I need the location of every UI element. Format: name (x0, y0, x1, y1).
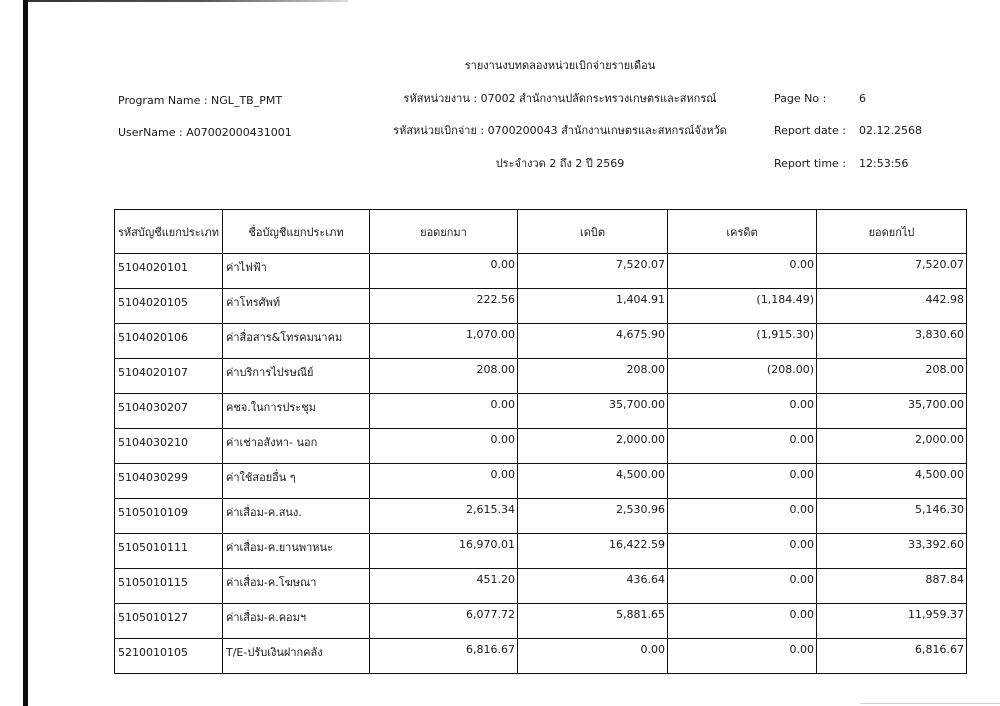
carried-forward-cell: 7,520.07 (817, 254, 967, 289)
account-name-cell: ค่าบริการไปรษณีย์ (223, 359, 370, 394)
account-code-cell: 5104020105 (115, 289, 223, 324)
page-no-value: 6 (859, 92, 866, 105)
debit-cell: 4,675.90 (518, 324, 668, 359)
brought-forward-cell: 6,077.72 (370, 604, 518, 639)
credit-cell: 0.00 (668, 534, 817, 569)
debit-cell: 7,520.07 (518, 254, 668, 289)
account-name-cell: T/E-ปรับเงินฝากคลัง (223, 639, 370, 674)
brought-forward-cell: 6,816.67 (370, 639, 518, 674)
brought-forward-cell: 0.00 (370, 464, 518, 499)
account-name-cell: ค่าใช้สอยอื่น ๆ (223, 464, 370, 499)
credit-cell: 0.00 (668, 569, 817, 604)
account-name-cell: ค่าไฟฟ้า (223, 254, 370, 289)
account-code-cell: 5104030210 (115, 429, 223, 464)
table-row (115, 569, 967, 604)
brought-forward-cell: 451.20 (370, 569, 518, 604)
account-code-cell: 5104020101 (115, 254, 223, 289)
agency-line: รหัสหน่วยงาน : 07002 สำนักงานปลัดกระทรวงเกษตรและสหกรณ์ (403, 92, 717, 105)
account-name-cell: ค่าเสื่อม-ค.โฆษณา (223, 569, 370, 604)
account-code-cell: 5104030299 (115, 464, 223, 499)
carried-forward-cell: 3,830.60 (817, 324, 967, 359)
debit-cell: 0.00 (518, 639, 668, 674)
credit-cell: 0.00 (668, 639, 817, 674)
table-row (115, 324, 967, 359)
table-row (115, 359, 967, 394)
disbursing-unit-line: รหัสหน่วยเบิกจ่าย : 0700200043 สำนักงานเกษตรและสหกรณ์จังหวัด (393, 124, 727, 137)
debit-cell: 208.00 (518, 359, 668, 394)
table-row (115, 289, 967, 324)
debit-cell: 2,000.00 (518, 429, 668, 464)
brought-forward-cell: 0.00 (370, 429, 518, 464)
table-row (115, 429, 967, 464)
account-code-cell: 5210010105 (115, 639, 223, 674)
table-row (115, 464, 967, 499)
debit-cell: 436.64 (518, 569, 668, 604)
brought-forward-cell: 0.00 (370, 254, 518, 289)
account-name-cell: ค่าสื่อสาร&โทรคมนาคม (223, 324, 370, 359)
credit-cell: (1,915.30) (668, 324, 817, 359)
credit-cell: (1,184.49) (668, 289, 817, 324)
brought-forward-cell: 16,970.01 (370, 534, 518, 569)
brought-forward-cell: 222.56 (370, 289, 518, 324)
carried-forward-cell: 6,816.67 (817, 639, 967, 674)
trial-balance-table (114, 209, 967, 674)
account-name-cell: ค่าเสื่อม-ค.สนง. (223, 499, 370, 534)
carried-forward-cell: 2,000.00 (817, 429, 967, 464)
carried-forward-cell: 5,146.30 (817, 499, 967, 534)
scan-left-border (23, 0, 28, 706)
column-header-account-name: ชื่อบัญชีแยกประเภท (223, 210, 370, 254)
table-header-row (115, 210, 967, 254)
column-header-debit: เดบิต (518, 210, 668, 254)
report-date-value: 02.12.2568 (859, 124, 922, 137)
account-code-cell: 5104030207 (115, 394, 223, 429)
program-name: Program Name : NGL_TB_PMT (118, 94, 283, 107)
credit-cell: 0.00 (668, 604, 817, 639)
carried-forward-cell: 4,500.00 (817, 464, 967, 499)
report-title: รายงานงบทดลองหน่วยเบิกจ่ายรายเดือน (464, 59, 656, 72)
carried-forward-cell: 442.98 (817, 289, 967, 324)
account-name-cell: ค่าเสื่อม-ค.ยานพาหนะ (223, 534, 370, 569)
credit-cell: 0.00 (668, 394, 817, 429)
report-time-value: 12:53:56 (859, 157, 909, 170)
table-row (115, 534, 967, 569)
table-row (115, 639, 967, 674)
credit-cell: (208.00) (668, 359, 817, 394)
table-row (115, 604, 967, 639)
credit-cell: 0.00 (668, 429, 817, 464)
column-header-account-code: รหัสบัญชีแยกประเภท (115, 210, 223, 254)
table-row (115, 254, 967, 289)
debit-cell: 35,700.00 (518, 394, 668, 429)
brought-forward-cell: 0.00 (370, 394, 518, 429)
account-code-cell: 5105010115 (115, 569, 223, 604)
scan-top-edge (28, 0, 348, 2)
account-code-cell: 5104020106 (115, 324, 223, 359)
brought-forward-cell: 2,615.34 (370, 499, 518, 534)
carried-forward-cell: 35,700.00 (817, 394, 967, 429)
table-row (115, 394, 967, 429)
carried-forward-cell: 887.84 (817, 569, 967, 604)
carried-forward-cell: 11,959.37 (817, 604, 967, 639)
account-name-cell: ค่าเช่าอสังหา- นอก (223, 429, 370, 464)
account-code-cell: 5104020107 (115, 359, 223, 394)
debit-cell: 2,530.96 (518, 499, 668, 534)
carried-forward-cell: 208.00 (817, 359, 967, 394)
credit-cell: 0.00 (668, 254, 817, 289)
debit-cell: 16,422.59 (518, 534, 668, 569)
report-date-label: Report date : (774, 124, 846, 137)
credit-cell: 0.00 (668, 464, 817, 499)
carried-forward-cell: 33,392.60 (817, 534, 967, 569)
credit-cell: 0.00 (668, 499, 817, 534)
report-time-label: Report time : (774, 157, 847, 170)
user-name: UserName : A07002000431001 (118, 126, 292, 139)
debit-cell: 1,404.91 (518, 289, 668, 324)
page-no-label: Page No : (774, 92, 827, 105)
account-code-cell: 5105010127 (115, 604, 223, 639)
debit-cell: 5,881.65 (518, 604, 668, 639)
column-header-credit: เครดิต (668, 210, 817, 254)
account-name-cell: ค่าเสื่อม-ค.คอมฯ (223, 604, 370, 639)
account-code-cell: 5105010111 (115, 534, 223, 569)
column-header-brought-forward: ยอดยกมา (370, 210, 518, 254)
table-row (115, 499, 967, 534)
account-name-cell: ค่าโทรศัพท์ (223, 289, 370, 324)
account-code-cell: 5105010109 (115, 499, 223, 534)
brought-forward-cell: 1,070.00 (370, 324, 518, 359)
scan-bottom-edge (860, 703, 1000, 704)
debit-cell: 4,500.00 (518, 464, 668, 499)
column-header-carried-forward: ยอดยกไป (817, 210, 967, 254)
table-body (115, 254, 967, 674)
account-name-cell: คชจ.ในการประชุม (223, 394, 370, 429)
brought-forward-cell: 208.00 (370, 359, 518, 394)
period-line: ประจำงวด 2 ถึง 2 ปี 2569 (495, 157, 625, 170)
